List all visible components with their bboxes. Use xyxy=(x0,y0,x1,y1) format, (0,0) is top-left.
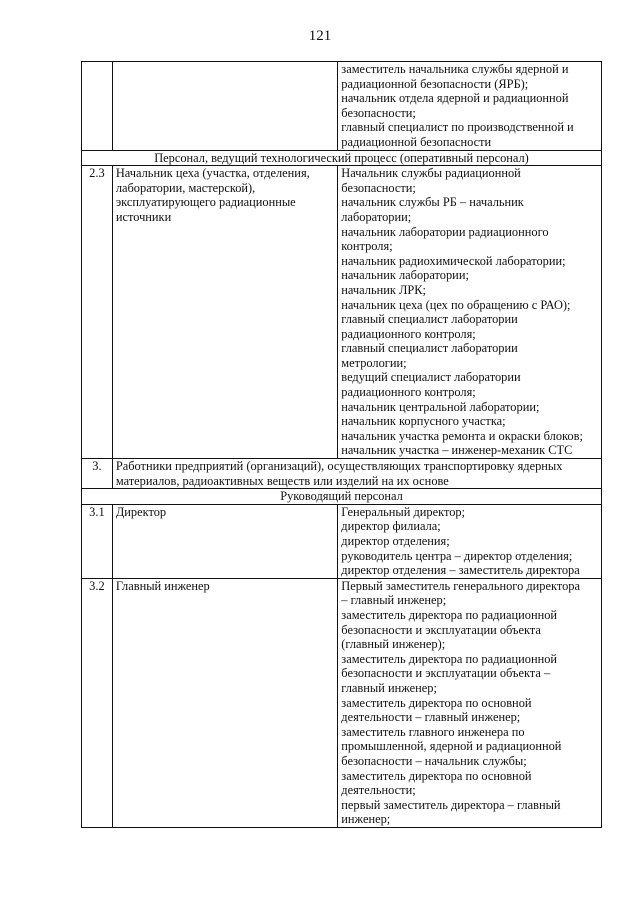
equivalent-line: радиационной безопасности xyxy=(341,134,492,149)
equivalent-line: начальник лаборатории радиационного xyxy=(341,224,549,239)
equivalent-line: начальник лаборатории; xyxy=(341,268,469,283)
category-cell xyxy=(112,459,601,489)
equivalent-line: начальник участка ремонта и окраски блоков; xyxy=(341,428,583,443)
equivalent-line: радиационной безопасности (ЯРБ); xyxy=(341,76,529,91)
position-line: Директор xyxy=(115,504,167,519)
equivalent-line: радиационного контроля; xyxy=(341,326,476,341)
equivalent-line: заместитель главного инженера по xyxy=(341,724,525,739)
equivalent-line: безопасности – начальник службы; xyxy=(341,753,527,768)
position-cell xyxy=(112,578,337,827)
section-heading-management: Руководящий персонал xyxy=(82,489,602,505)
equivalent-line: начальник участка – инженер-механик СТС xyxy=(341,443,573,458)
equivalent-line: начальник радиохимической лаборатории; xyxy=(341,253,566,268)
equivalent-line: заместитель начальника службы ядерной и xyxy=(341,62,569,76)
equivalent-line: первый заместитель директора – главный xyxy=(341,797,561,812)
equivalent-line: Начальник службы радиационной xyxy=(341,166,521,181)
equivalent-line: безопасности и эксплуатации объекта – xyxy=(341,666,551,681)
section-row-management xyxy=(82,489,602,505)
table-row-continuation xyxy=(82,62,602,151)
equivalents-cell xyxy=(338,166,602,459)
page-number: 121 xyxy=(308,28,332,44)
table-row-2-3 xyxy=(82,166,602,459)
equivalent-line: промышленной, ядерной и радиационной xyxy=(341,739,562,754)
equivalent-line: заместитель директора по основной xyxy=(341,768,532,783)
row-number-cell: 3.1 xyxy=(82,504,113,578)
position-cell xyxy=(112,166,337,459)
position-cell xyxy=(112,504,337,578)
row-number-cell xyxy=(82,62,113,151)
equivalent-line: деятельности – главный инженер; xyxy=(341,710,521,725)
equivalent-line: Генеральный директор; xyxy=(341,504,466,519)
position-cell xyxy=(112,62,337,151)
equivalent-line: директор отделения – заместитель директора xyxy=(341,563,580,578)
position-line: Начальник цеха (участка, отделения, xyxy=(115,166,310,181)
equivalent-line: заместитель директора по радиационной xyxy=(341,607,558,622)
equivalent-line: ведущий специалист лаборатории xyxy=(341,370,521,385)
equivalent-line: начальник отдела ядерной и радиационной xyxy=(341,91,569,106)
position-line: лаборатории, мастерской), xyxy=(115,180,256,195)
equivalent-line: Первый заместитель генерального директора xyxy=(341,578,580,593)
equivalent-line: начальник службы РБ – начальник xyxy=(341,195,524,210)
section-heading-operative: Персонал, ведущий технологический процесс (оперативный персонал) xyxy=(82,150,602,166)
equivalent-line: – главный инженер; xyxy=(341,593,447,608)
positions-table xyxy=(81,61,602,828)
row-number-cell: 3. xyxy=(82,459,113,489)
equivalent-line: инженер; xyxy=(341,812,391,827)
position-line: Главный инженер xyxy=(115,578,210,593)
table-row-3-2 xyxy=(82,578,602,827)
position-line: источники xyxy=(115,209,172,224)
equivalent-line: (главный инженер); xyxy=(341,637,446,652)
equivalent-line: безопасности; xyxy=(341,105,416,120)
category-line: Работники предприятий (организаций), осуществляющих транспортировку ядерных xyxy=(115,459,563,474)
equivalent-line: радиационного контроля; xyxy=(341,385,476,400)
section-row-operative xyxy=(82,150,602,166)
equivalent-line: заместитель директора по основной xyxy=(341,695,532,710)
table-row-3 xyxy=(82,459,602,489)
equivalent-line: деятельности; xyxy=(341,783,416,798)
position-line: эксплуатирующего радиационные xyxy=(115,195,296,210)
equivalent-line: заместитель директора по радиационной xyxy=(341,651,558,666)
equivalent-line: главный инженер; xyxy=(341,680,437,695)
equivalent-line: главный специалист лаборатории xyxy=(341,312,518,327)
equivalent-line: начальник цеха (цех по обращению с РАО); xyxy=(341,297,571,312)
equivalent-line: главный специалист по производственной и xyxy=(341,120,574,135)
equivalent-line: начальник корпусного участка; xyxy=(341,414,506,429)
equivalents-cell xyxy=(338,504,602,578)
equivalent-line: безопасности и эксплуатации объекта xyxy=(341,622,541,637)
equivalents-cell xyxy=(338,578,602,827)
row-number-cell: 2.3 xyxy=(82,166,113,459)
equivalent-line: директор отделения; xyxy=(341,534,450,548)
equivalent-line: безопасности; xyxy=(341,180,416,195)
row-number-cell: 3.2 xyxy=(82,578,113,827)
category-line: материалов, радиоактивных веществ или изделий на их основе xyxy=(115,473,449,488)
table-row-3-1 xyxy=(82,504,602,578)
equivalents-cell xyxy=(338,62,602,151)
equivalent-line: начальник центральной лаборатории; xyxy=(341,399,540,414)
equivalent-line: руководитель центра – директор отделения; xyxy=(341,548,573,563)
equivalent-line: начальник ЛРК; xyxy=(341,282,426,297)
equivalent-line: метрологии; xyxy=(341,355,407,370)
equivalent-line: директор филиала; xyxy=(341,519,441,534)
equivalent-line: лаборатории; xyxy=(341,209,412,224)
equivalent-line: контроля; xyxy=(341,239,393,254)
equivalent-line: главный специалист лаборатории xyxy=(341,341,518,356)
